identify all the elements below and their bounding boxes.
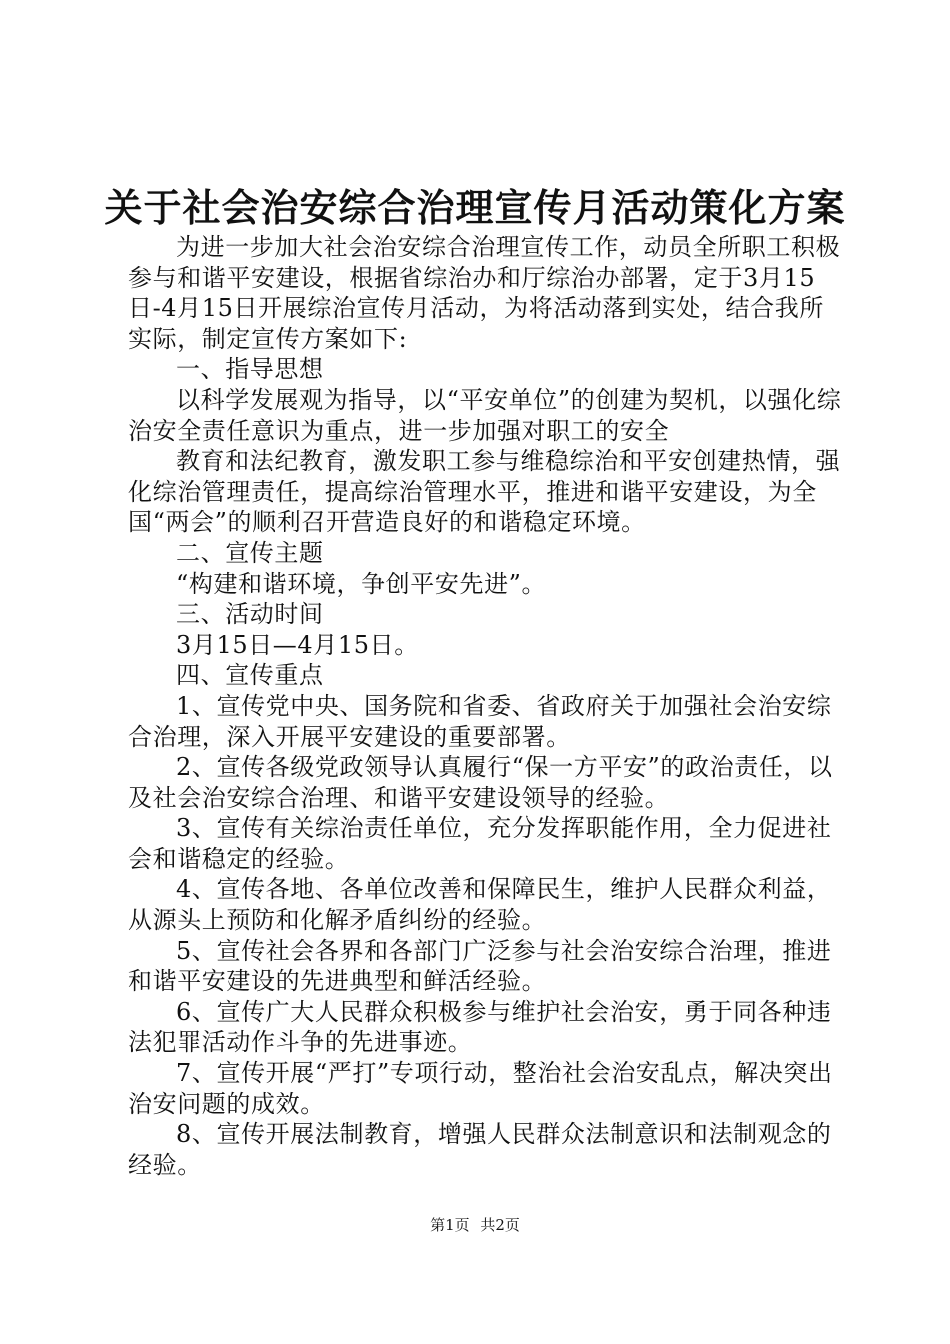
paragraph-activity-time: 3月15日—4月15日。 (176, 630, 419, 659)
page-total: 共2页 (480, 1216, 520, 1234)
list-item-key-point-5: 5、宣传社会各界和各部门广泛参与社会治安综合治理，推进和谐平安建设的先进典型和鲜活经验。 (128, 936, 832, 996)
paragraph-intro: 为进一步加大社会治安综合治理宣传工作，动员全所职工积极参与和谐平安建设，根据省综治办和厅综治办部署，定于3月15日-4月15日开展综治宣传月活动，为将活动落到实处，结合我所实际，制定宣传方案如下: (128, 233, 841, 353)
list-item-key-point-8: 8、宣传开展法制教育，增强人民群众法制意识和法制观念的经验。 (128, 1120, 832, 1179)
list-item-key-point-1: 1、宣传党中央、国务院和省委、省政府关于加强社会治安综合治理，深入开展平安建设的重要部署。 (128, 691, 832, 751)
section-heading-theme: 二、宣传主题 (176, 538, 324, 567)
paragraph-guiding-ideology-1: 以科学发展观为指导，以“平安单位”的创建为契机，以强化综治安全责任意识为重点，进一步加强对职工的安全 (128, 385, 842, 445)
list-item-key-point-4: 4、宣传各地、各单位改善和保障民生，维护人民群众利益，从源头上预防和化解矛盾纠纷的经验。 (128, 875, 832, 935)
page-footer (0, 1214, 950, 1236)
list-item-key-point-2: 2、宣传各级党政领导认真履行“保一方平安”的政治责任，以及社会治安综合治理、和谐平安建设领导的经验。 (128, 753, 833, 812)
list-item-key-point-3: 3、宣传有关综治责任单位，充分发挥职能作用，全力促进社会和谐稳定的经验。 (128, 814, 832, 873)
section-heading-activity-time: 三、活动时间 (176, 600, 324, 629)
section-heading-guiding-ideology: 一、指导思想 (176, 355, 324, 384)
list-item-key-point-6: 6、宣传广大人民群众积极参与维护社会治安，勇于同各种违法犯罪活动作斗争的先进事迹。 (128, 997, 832, 1057)
paragraph-guiding-ideology-2: 教育和法纪教育，激发职工参与维稳综治和平安创建热情，强化综治管理责任，提高综治管理水平，推进和谐平安建设，为全国“两会”的顺利召开营造良好的和谐稳定环境。 (128, 447, 841, 537)
document-title: 关于社会治安综合治理宣传月活动策化方案 (104, 185, 846, 230)
list-item-key-point-7: 7、宣传开展“严打”专项行动，整治社会治安乱点，解决突出治安问题的成效。 (128, 1059, 833, 1118)
paragraph-theme: “构建和谐环境，争创平安先进”。 (176, 569, 547, 598)
document-body (128, 232, 848, 1180)
page-number: 第1页 (430, 1216, 470, 1234)
section-heading-key-points: 四、宣传重点 (176, 661, 324, 690)
